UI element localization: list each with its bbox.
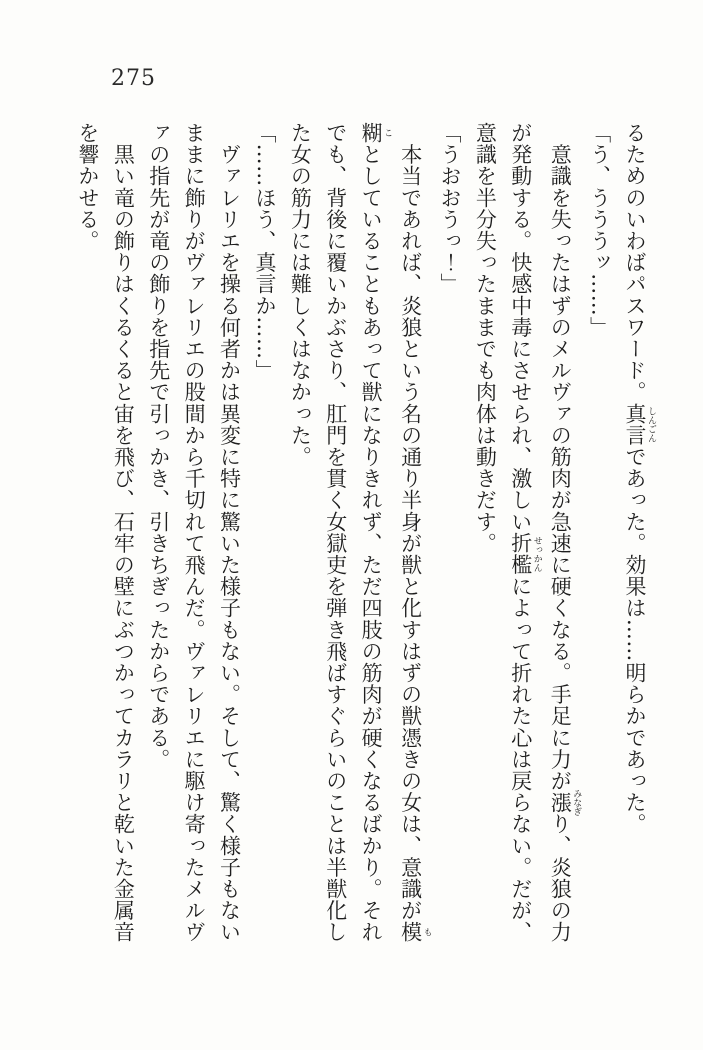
furigana-word: 折檻 せっかん <box>508 532 542 576</box>
page-number: 275 <box>111 66 156 91</box>
furigana-reading: も <box>421 921 432 943</box>
furigana-word: 真言 しんごん <box>623 402 656 447</box>
text-column: 「うおおうっ！」 <box>437 122 462 295</box>
text-column: 糊 ことしていることもあって獣になりきれず、ただ四肢の筋肉が硬くなるばかり。それ <box>359 122 393 943</box>
text-column: 「う、うううッ……」 <box>587 122 612 338</box>
furigana-word: 模 も <box>398 921 432 943</box>
text-column: ヴァレリエを操る何者かは異変に特に驚いた様子もない。そして、驚く様子もない <box>217 122 242 943</box>
text-column: た女の筋力には難しくはなかった。 <box>288 122 313 468</box>
furigana-reading: せっかん <box>531 532 542 576</box>
text-column: でも、背後に覆いかぶさり、肛門を貫く女獄吏を弾き飛ばすぐらいのことは半獣化し <box>323 122 348 943</box>
text-column: を響かせる。 <box>75 122 100 252</box>
text-column: ままに飾りがヴァレリエの股間から千切れて飛んだ。ヴァレリエに駆け寄ったメルヴ <box>182 122 207 943</box>
furigana-word: 漲 みなぎ <box>548 788 582 816</box>
text-column: 「……ほう、真言か……」 <box>252 122 277 382</box>
text-column: 意識を半分失ったままでも肉体は動きだす。 <box>473 122 498 554</box>
vertical-text-block <box>70 122 657 978</box>
text-column: が発動する。快感中毒にさせられ、激しい折檻 せっかんによって折れた心は戻らない。だが、 <box>508 122 542 943</box>
furigana-reading: こ <box>382 122 393 144</box>
furigana-word: 糊 こ <box>359 122 393 144</box>
furigana-reading: しんごん <box>646 402 656 446</box>
text-column: ァの指先が竜の飾りを指先で引っかき、引きちぎったからである。 <box>146 122 171 770</box>
furigana-reading: みなぎ <box>571 788 582 816</box>
text-column: 本当であれば、炎狼という名の通り半身が獣と化すはずの獣憑きの女は、意識が模 も <box>398 122 432 943</box>
text-column: 意識を失ったはずのメルヴァの筋肉が急速に硬くなる。手足に力が漲 みなぎり、炎狼の力 <box>548 122 582 943</box>
text-column: るためのいわばパスワード。真言 しんごんであった。効果は……明らかであった。 <box>623 122 656 835</box>
text-column: 黒い竜の飾りはくるくると宙を飛び、石牢の壁にぶつかってカラリと乾いた金属音 <box>111 122 136 943</box>
